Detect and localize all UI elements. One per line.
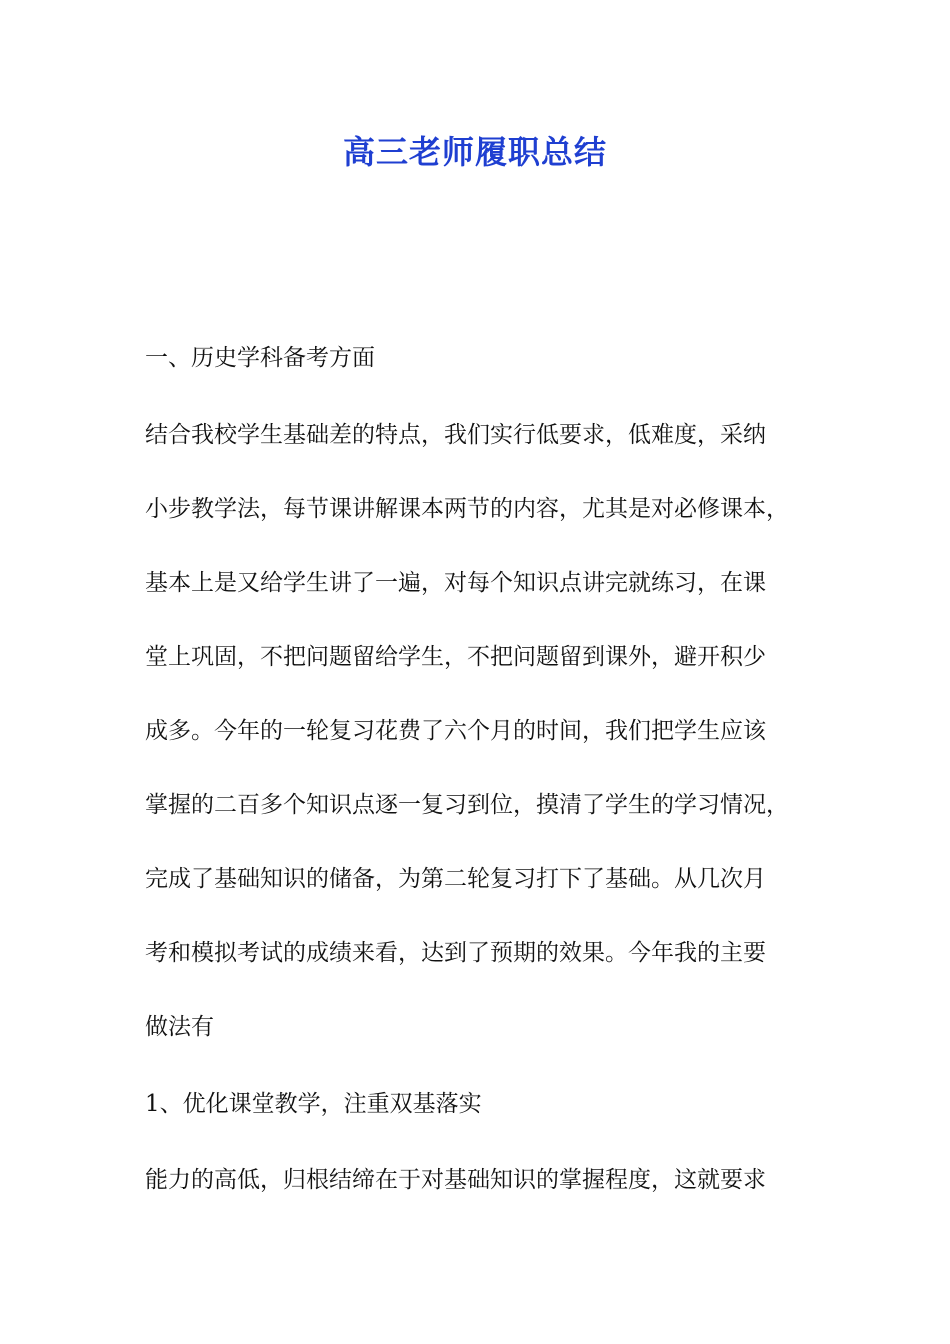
- body-line: 成多。今年的一轮复习花费了六个月的时间，我们把学生应该: [145, 718, 766, 744]
- section-heading: 一、历史学科备考方面: [145, 345, 375, 371]
- body-line: 基本上是又给学生讲了一遍，对每个知识点讲完就练习，在课: [145, 570, 766, 596]
- body-line: 结合我校学生基础差的特点，我们实行低要求，低难度，采纳: [145, 422, 766, 448]
- body-line: 完成了基础知识的储备，为第二轮复习打下了基础。从几次月: [145, 866, 766, 892]
- document-title: 高三老师履职总结: [342, 133, 607, 171]
- body-line: 小步教学法，每节课讲解课本两节的内容，尤其是对必修课本，: [145, 496, 789, 522]
- subsection-heading: 1、优化课堂教学，注重双基落实: [145, 1091, 482, 1117]
- body-line: 能力的高低，归根结缔在于对基础知识的掌握程度，这就要求: [145, 1167, 766, 1193]
- body-line: 考和模拟考试的成绩来看，达到了预期的效果。今年我的主要: [145, 940, 766, 966]
- body-line: 做法有: [145, 1014, 214, 1040]
- body-line: 掌握的二百多个知识点逐一复习到位，摸清了学生的学习情况，: [145, 792, 789, 818]
- body-line: 堂上巩固，不把问题留给学生，不把问题留到课外，避开积少: [145, 644, 766, 670]
